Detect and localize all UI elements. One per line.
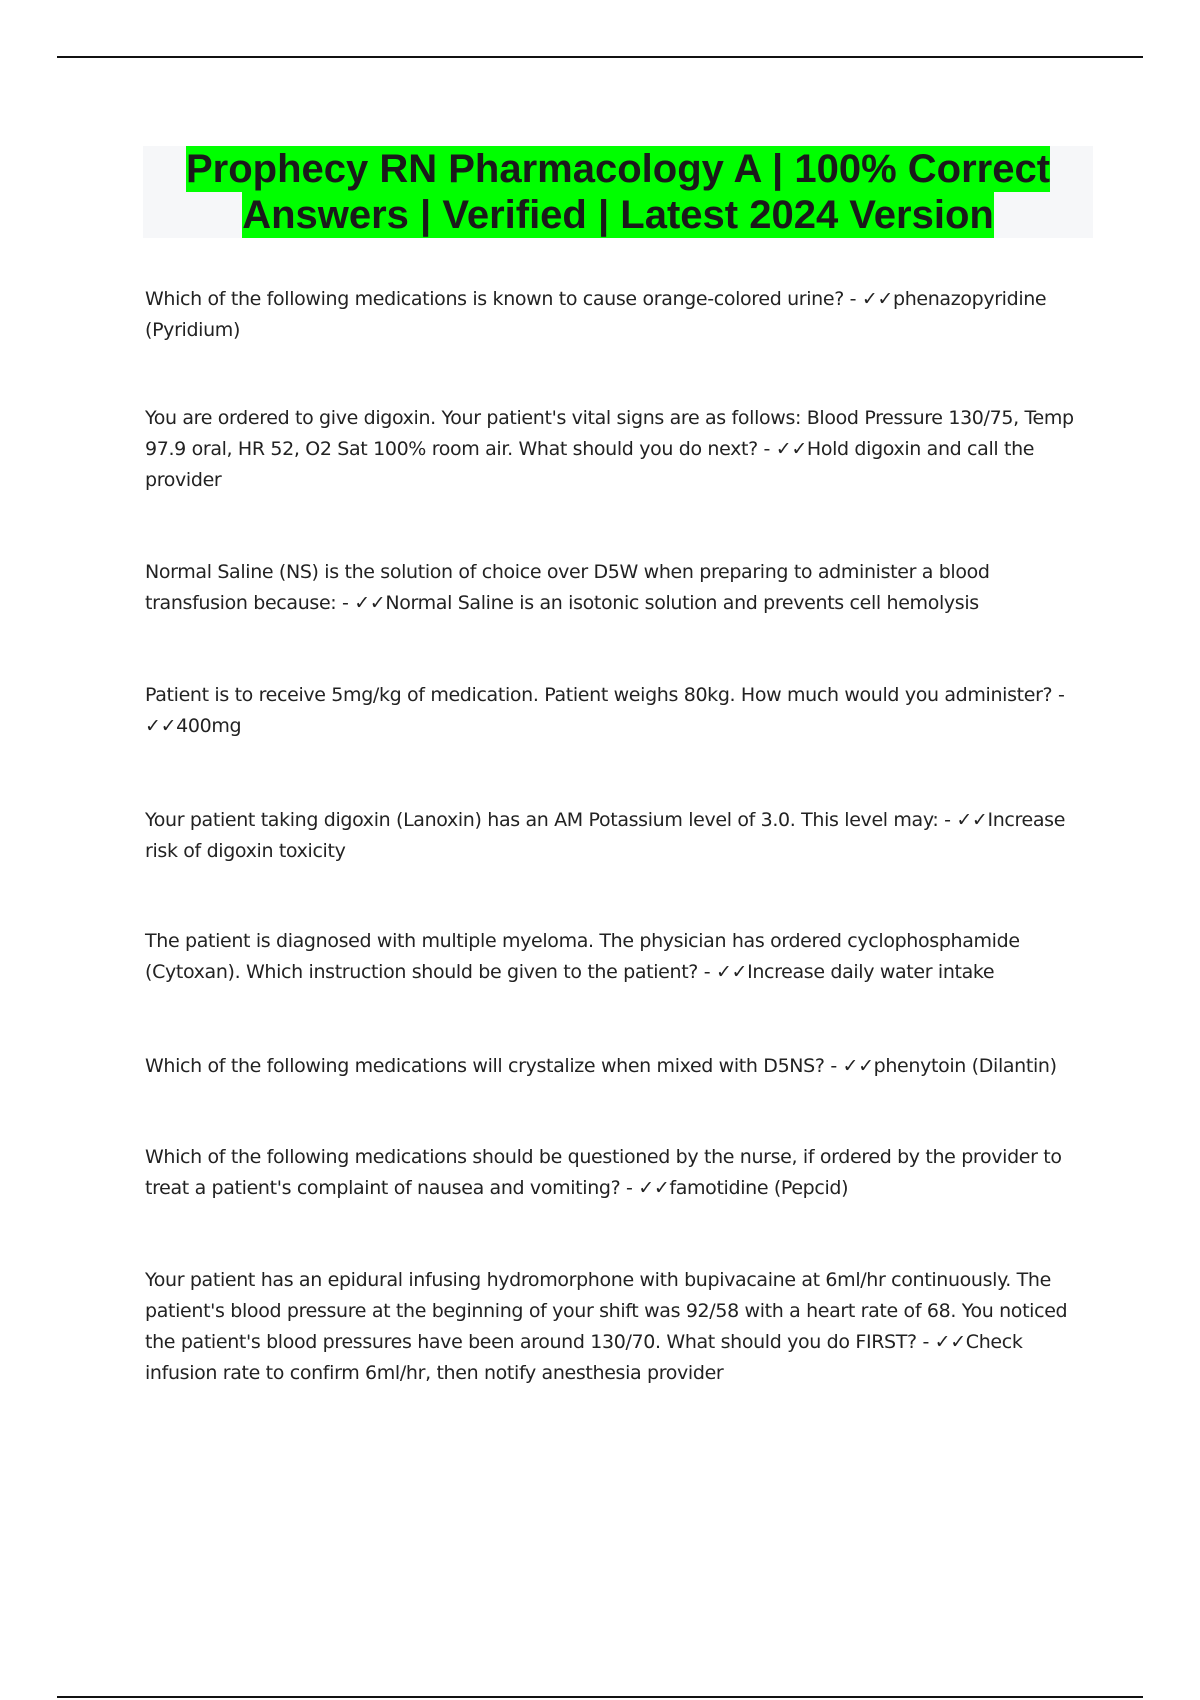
top-rule <box>57 56 1143 58</box>
separator: - <box>757 438 776 460</box>
separator: - <box>1052 684 1065 706</box>
question-text: You are ordered to give digoxin. Your patient's vital signs are as follows: Blood Pressure 130/75, Temp 97.9 oral, HR 52, O2 Sat 100% room air. What should you do next? <box>145 407 1074 460</box>
question-text: Normal Saline (NS) is the solution of choice over D5W when preparing to administer a blood transfusion because: <box>145 561 990 614</box>
document-title <box>143 146 1093 238</box>
answer-text: Hold digoxin and call the provider <box>145 438 1035 491</box>
qa-item <box>145 1265 1085 1389</box>
qa-item <box>145 1142 1085 1204</box>
qa-item <box>145 403 1085 496</box>
bottom-rule <box>57 1696 1143 1698</box>
double-check-icon: ✓✓ <box>861 288 893 310</box>
question-text: Your patient has an epidural infusing hydromorphone with bupivacaine at 6ml/hr continuously. The patient's blood pressure at the beginning of your shift was 92/58 with a heart rate of 68. You noticed the patient's blood pressures have been around 130/70. What should you do FIRST? <box>145 1269 1068 1353</box>
separator: - <box>938 809 957 831</box>
qa-item <box>145 805 1085 867</box>
title-line-1: Prophecy RN Pharmacology A | 100% Correct <box>185 147 1051 191</box>
question-text: Patient is to receive 5mg/kg of medication. Patient weighs 80kg. How much would you administer? <box>145 684 1053 706</box>
separator: - <box>336 592 355 614</box>
question-text: Which of the following medications will crystalize when mixed with D5NS? <box>145 1055 825 1077</box>
answer-text: phenazopyridine (Pyridium) <box>145 288 1047 341</box>
double-check-icon: ✓✓ <box>775 438 807 460</box>
double-check-icon: ✓✓ <box>934 1331 966 1353</box>
answer-text: Increase daily water intake <box>747 961 995 983</box>
separator: - <box>824 1055 843 1077</box>
qa-item <box>145 284 1085 346</box>
answer-text: Normal Saline is an isotonic solution and prevents cell hemolysis <box>385 592 979 614</box>
title-line-2: Answers | Verified | Latest 2024 Version <box>242 193 994 237</box>
question-text: Your patient taking digoxin (Lanoxin) has an AM Potassium level of 3.0. This level may: <box>145 809 939 831</box>
question-text: Which of the following medications is known to cause orange-colored urine? <box>145 288 844 310</box>
double-check-icon: ✓✓ <box>956 809 988 831</box>
answer-text: famotidine (Pepcid) <box>669 1177 849 1199</box>
answer-text: 400mg <box>176 715 242 737</box>
answer-text: Check infusion rate to confirm 6ml/hr, then notify anesthesia provider <box>145 1331 1023 1384</box>
double-check-icon: ✓✓ <box>715 961 748 983</box>
qa-item <box>145 1051 1085 1082</box>
qa-item <box>145 926 1085 988</box>
double-check-icon: ✓✓ <box>145 715 177 737</box>
double-check-icon: ✓✓ <box>354 592 386 614</box>
answer-text: Increase risk of digoxin toxicity <box>145 809 1066 862</box>
double-check-icon: ✓✓ <box>842 1055 874 1077</box>
separator: - <box>916 1331 935 1353</box>
qa-item <box>145 680 1085 742</box>
question-text: The patient is diagnosed with multiple myeloma. The physician has ordered cyclophosphamide (Cytoxan). Which instruction should be given to the patient? <box>145 930 1020 983</box>
separator: - <box>698 961 716 983</box>
qa-item <box>145 557 1085 619</box>
double-check-icon: ✓✓ <box>638 1177 670 1199</box>
separator: - <box>843 288 862 310</box>
separator: - <box>620 1177 639 1199</box>
question-text: Which of the following medications should be questioned by the nurse, if ordered by the provider to treat a patient's complaint of nausea and vomiting? <box>145 1146 1062 1199</box>
answer-text: phenytoin (Dilantin) <box>873 1055 1057 1077</box>
